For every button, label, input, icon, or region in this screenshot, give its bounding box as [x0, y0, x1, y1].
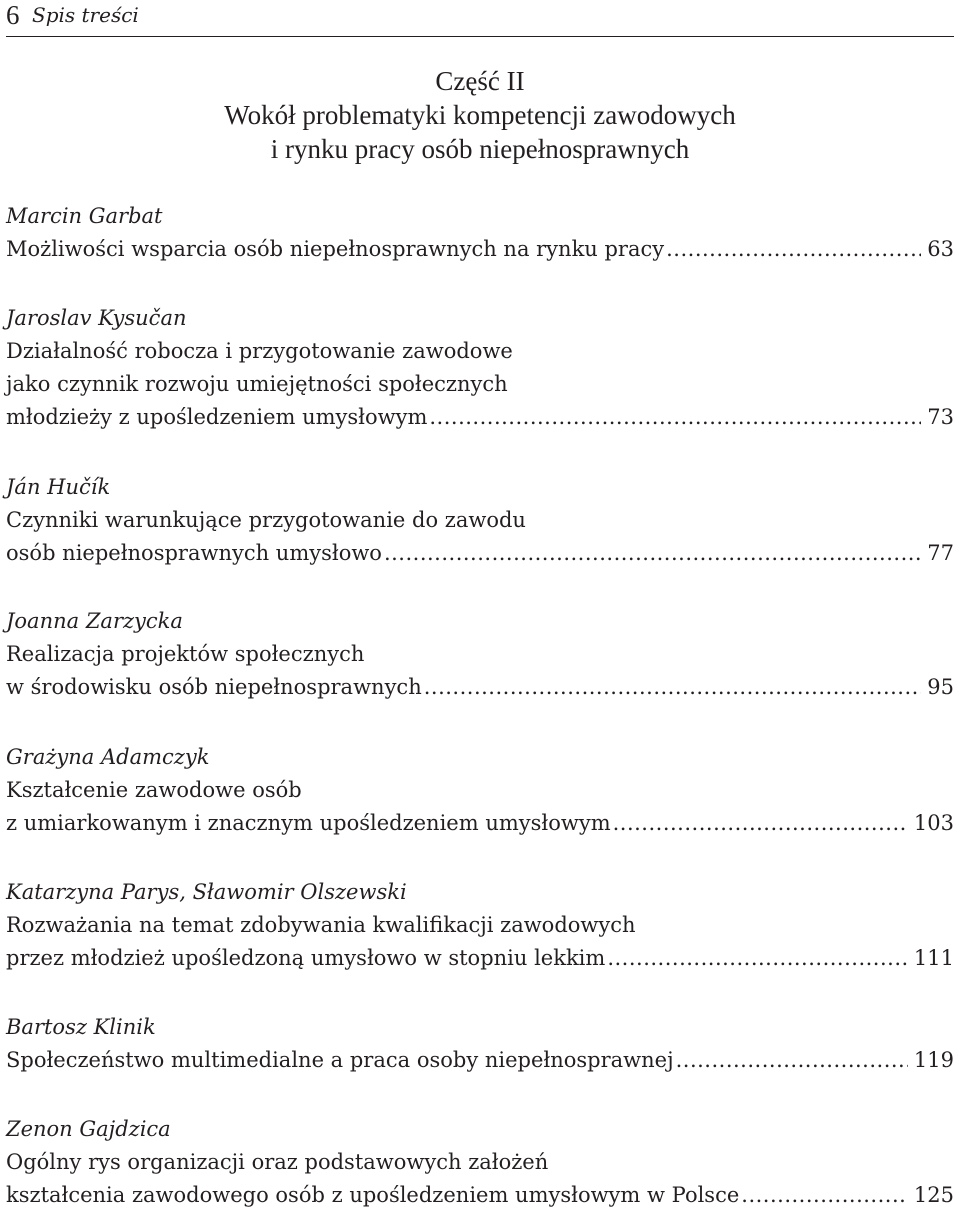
- entry-title: z umiarkowanym i znacznym upośledzeniem umysłowym: [6, 811, 611, 835]
- entry-author: Joanna Zarzycka: [6, 609, 183, 633]
- entry-title: w środowisku osób niepełnosprawnych: [6, 675, 422, 699]
- running-head: [6, 0, 954, 37]
- entry-title: Czynniki warunkujące przygotowanie do zawodu: [6, 508, 526, 532]
- entry-title: osób niepełnosprawnych umysłowo: [6, 541, 382, 565]
- toc-entry[interactable]: [6, 876, 954, 975]
- entry-title: Realizacja projektów społecznych: [6, 642, 365, 666]
- entry-author: Grażyna Adamczyk: [6, 745, 210, 769]
- toc-entry[interactable]: [6, 1011, 954, 1077]
- entry-page-number: 125: [913, 1183, 954, 1207]
- entry-author: Marcin Garbat: [6, 204, 163, 228]
- entry-author: Ján Hučík: [6, 475, 111, 499]
- entry-author: Bartosz Klinik: [6, 1015, 156, 1039]
- toc-entry[interactable]: [6, 741, 954, 840]
- toc-entry[interactable]: [6, 302, 954, 434]
- entry-title: Działalność robocza i przygotowanie zawodowe: [6, 339, 513, 363]
- entry-title-line: [6, 942, 954, 975]
- entry-title: Ogólny rys organizacji oraz podstawowych założeń: [6, 1150, 549, 1174]
- dot-leader: [607, 942, 908, 975]
- entry-title: kształcenia zawodowego osób z upośledzeniem umysłowym w Polsce: [6, 1183, 740, 1207]
- entry-title-line: [6, 233, 954, 266]
- entry-author: Katarzyna Parys, Sławomir Olszewski: [6, 880, 407, 904]
- toc-entry[interactable]: [6, 200, 954, 266]
- entry-page-number: 73: [927, 405, 954, 429]
- dot-leader: [384, 537, 921, 570]
- entry-title-line: [6, 537, 954, 570]
- part-heading: [6, 64, 954, 166]
- entry-page-number: 103: [913, 811, 954, 835]
- entry-title-line: [6, 1179, 954, 1212]
- entry-title-line: [6, 807, 954, 840]
- entry-page-number: 77: [927, 541, 954, 565]
- entry-page-number: 63: [927, 237, 954, 261]
- part-title-line-2: i rynku pracy osób niepełnosprawnych: [270, 134, 690, 164]
- dot-leader: [429, 401, 921, 434]
- entry-title-line: [6, 401, 954, 434]
- toc-page: [6, 0, 954, 1214]
- entry-title: Rozważania na temat zdobywania kwalifikacji zawodowych: [6, 913, 636, 937]
- entry-title: Społeczeństwo multimedialne a praca osoby niepełnosprawnej: [6, 1048, 674, 1072]
- running-title: Spis treści: [32, 3, 139, 27]
- toc-entry[interactable]: [6, 471, 954, 570]
- entry-title: jako czynnik rozwoju umiejętności społecznych: [6, 372, 508, 396]
- page-number: 6: [6, 0, 20, 30]
- entry-page-number: 111: [913, 946, 954, 970]
- entry-author: Zenon Gajdzica: [6, 1117, 171, 1141]
- dot-leader: [613, 807, 908, 840]
- entry-title-line: [6, 1044, 954, 1077]
- entry-page-number: 119: [913, 1048, 954, 1072]
- entry-title: młodzieży z upośledzeniem umysłowym: [6, 405, 428, 429]
- toc-entry[interactable]: [6, 605, 954, 704]
- entry-title: Możliwości wsparcia osób niepełnosprawnych na rynku pracy: [6, 237, 665, 261]
- dot-leader: [741, 1179, 908, 1212]
- entry-page-number: 95: [927, 675, 954, 699]
- entry-title-line: [6, 671, 954, 704]
- entry-title: Kształcenie zawodowe osób: [6, 778, 302, 802]
- toc-entry[interactable]: [6, 1113, 954, 1212]
- part-title-line-1: Wokół problematyki kompetencji zawodowych: [224, 100, 736, 130]
- dot-leader: [676, 1044, 908, 1077]
- part-label: Część II: [435, 66, 525, 96]
- entry-title: przez młodzież upośledzoną umysłowo w stopniu lekkim: [6, 946, 606, 970]
- dot-leader: [424, 671, 922, 704]
- dot-leader: [666, 233, 921, 266]
- entry-author: Jaroslav Kysučan: [6, 306, 187, 330]
